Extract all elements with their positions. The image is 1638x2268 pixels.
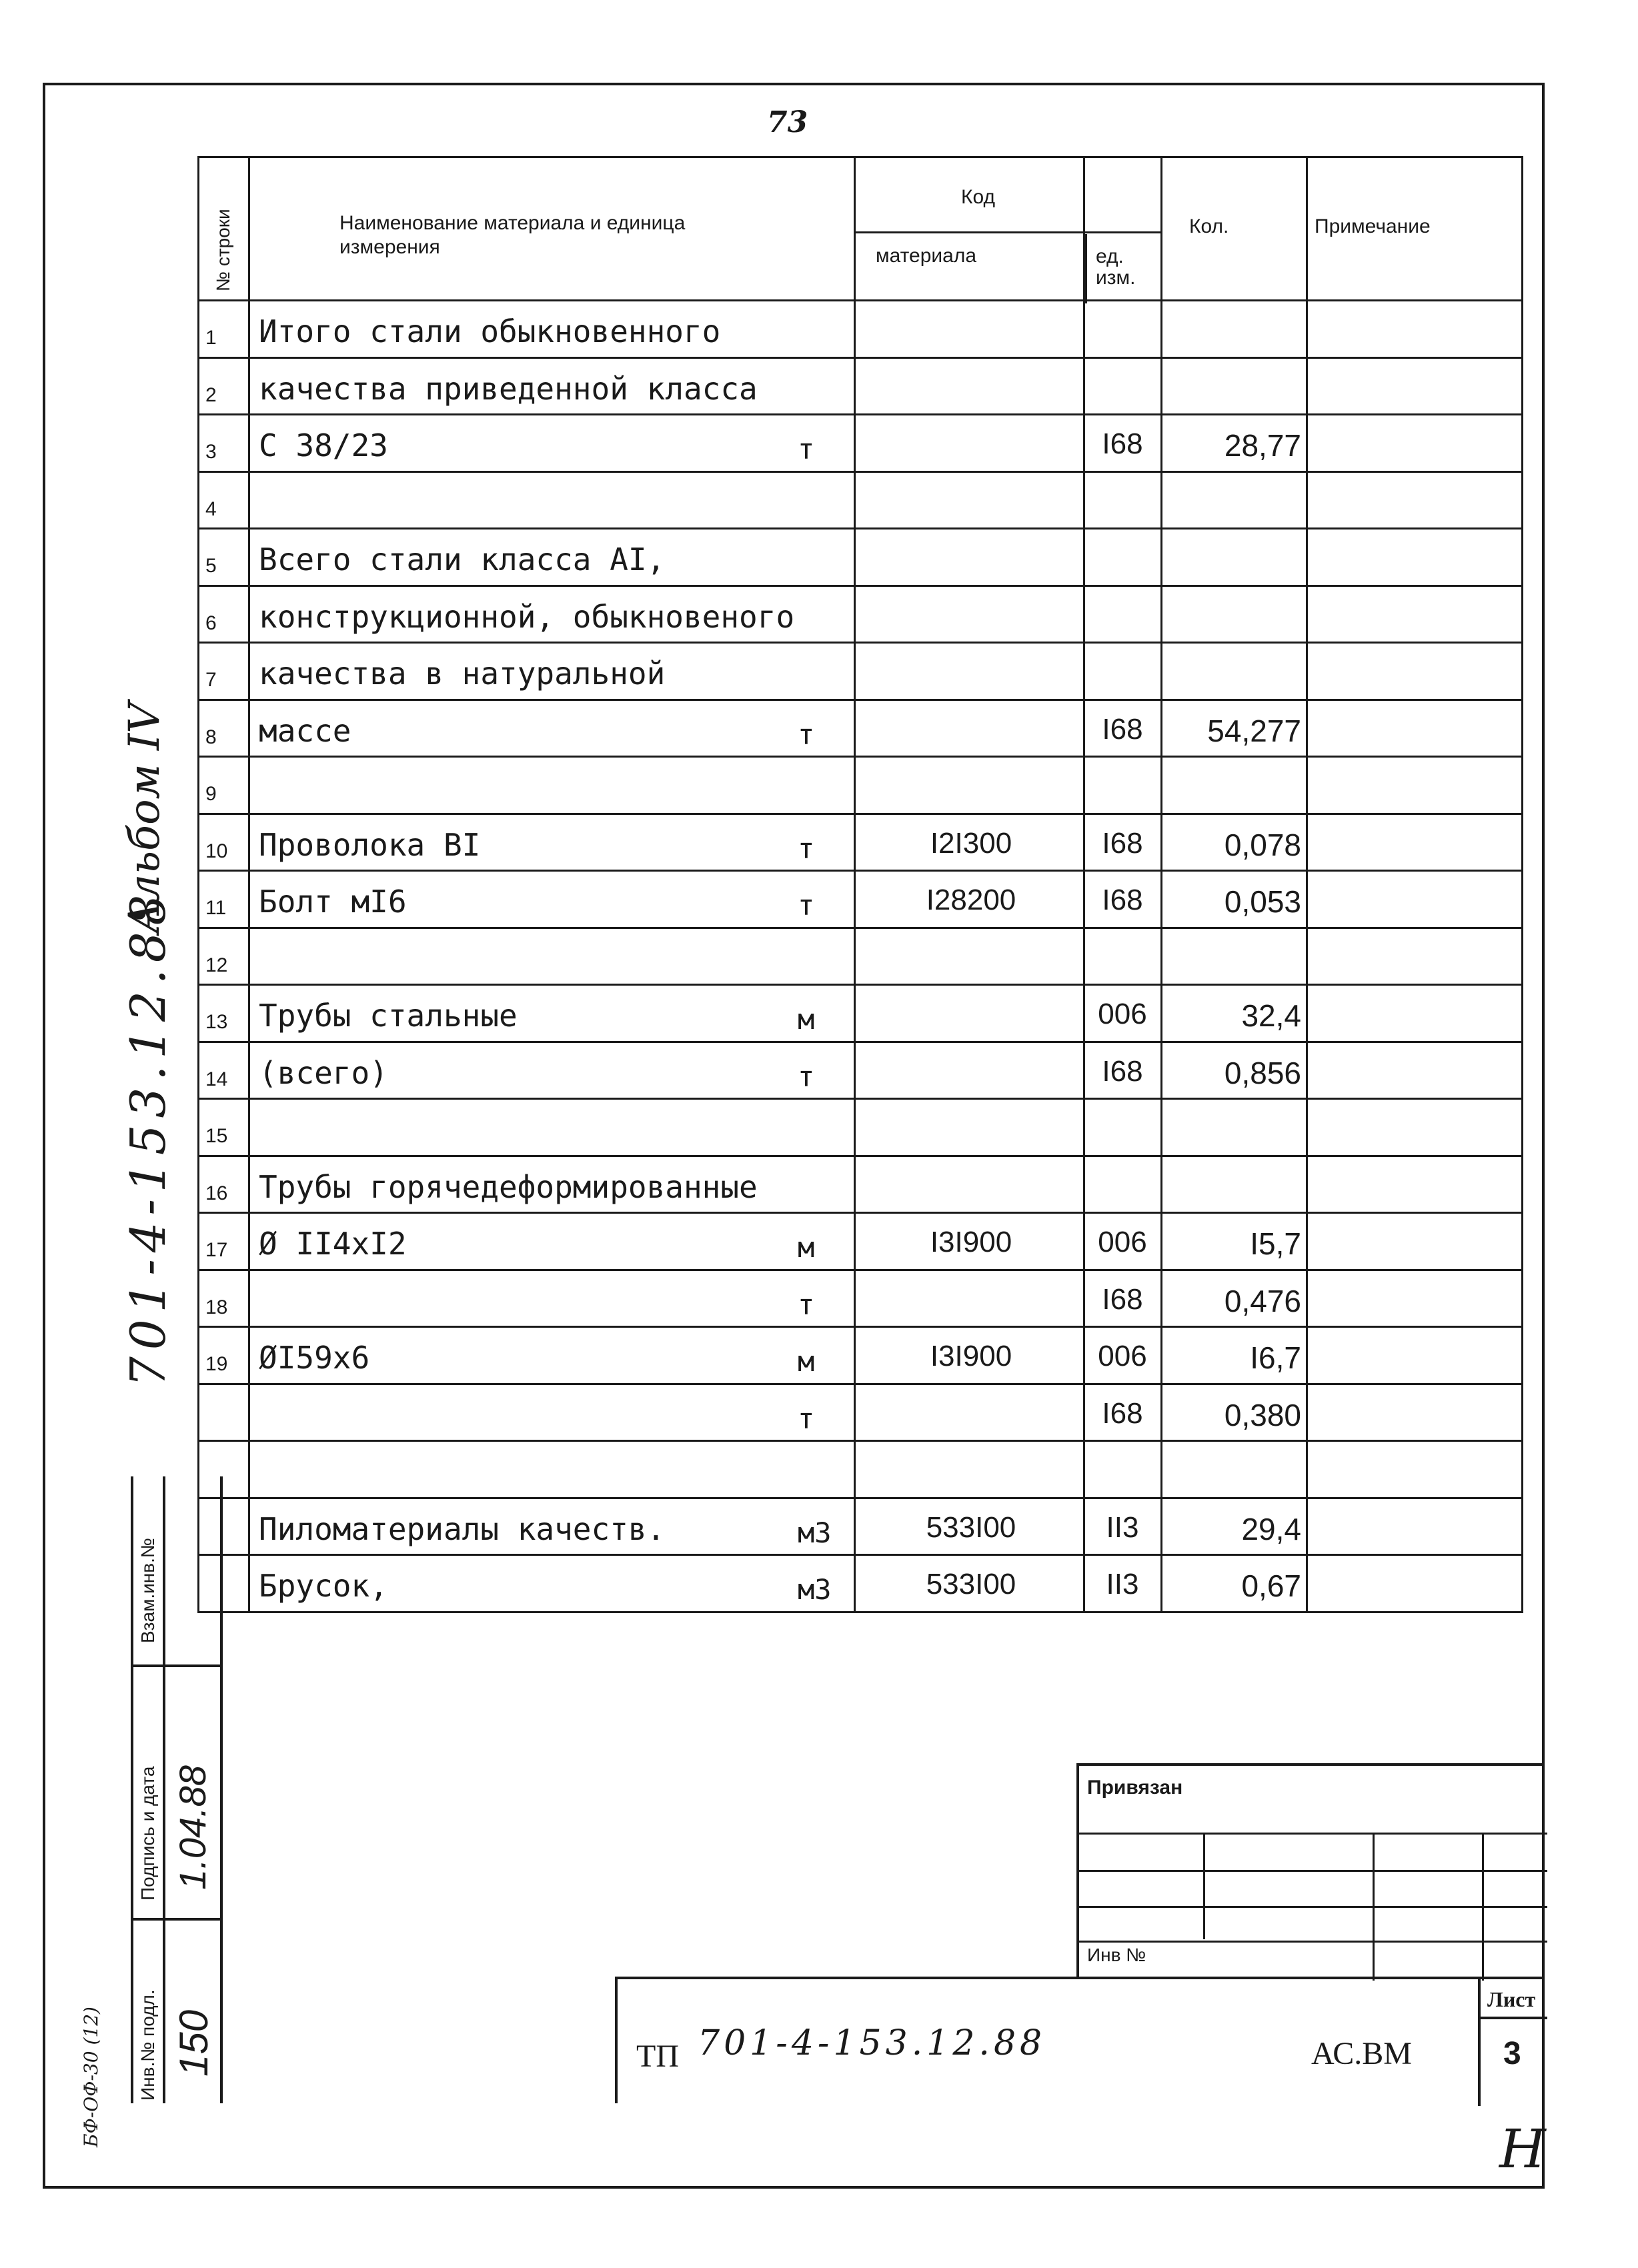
- row-number: 9: [205, 783, 217, 805]
- corner-mark: Н: [1499, 2118, 1546, 2180]
- row-material-code: 533I00: [926, 1510, 1016, 1544]
- row-qty: 0,67: [1241, 1568, 1301, 1603]
- table-row: [197, 929, 1523, 986]
- header-qty-cell: [1162, 158, 1308, 299]
- row-name: Проволока BI: [259, 826, 481, 863]
- row-qty: I6,7: [1250, 1340, 1301, 1375]
- title-mark: АС.ВМ: [1311, 2036, 1412, 2071]
- row-qty: I5,7: [1250, 1226, 1301, 1261]
- column-divider: [197, 156, 199, 1613]
- table-row: [197, 587, 1523, 644]
- row-divider: [197, 1611, 1523, 1613]
- table-row: [197, 815, 1523, 872]
- table-row: [197, 1043, 1523, 1100]
- page-number: 73: [767, 105, 808, 139]
- row-unit-code: 006: [1098, 1340, 1147, 1372]
- row-qty: 0,476: [1224, 1283, 1301, 1318]
- row-unit: т: [798, 1288, 815, 1321]
- row-qty: 32,4: [1241, 998, 1301, 1033]
- header-qty: Кол.: [1189, 215, 1229, 237]
- approval-stamp: [131, 1476, 223, 2103]
- row-unit-code: I68: [1102, 712, 1143, 746]
- row-unit-code: I68: [1102, 427, 1143, 460]
- row-number: 7: [205, 669, 217, 691]
- header-note-cell: [1308, 158, 1525, 299]
- table-row: [197, 359, 1523, 416]
- row-name: качества приведенной класса: [259, 370, 758, 407]
- row-name: С 38/23: [259, 427, 388, 463]
- row-number: 16: [205, 1182, 228, 1204]
- row-name: Трубы горячедеформированные: [259, 1168, 758, 1205]
- row-unit: т: [798, 433, 815, 465]
- row-unit: м3: [798, 1516, 832, 1549]
- row-qty: 28,77: [1224, 428, 1301, 463]
- row-number: 2: [205, 383, 217, 406]
- row-unit-code: 006: [1098, 1226, 1147, 1258]
- row-name: ØI59x6: [259, 1340, 370, 1376]
- row-unit: м3: [798, 1573, 832, 1606]
- margin-code: БФ-ОФ-30 (12): [80, 2007, 102, 2147]
- row-name: (всего): [259, 1054, 388, 1091]
- row-name: Всего стали класса AI,: [259, 541, 666, 578]
- row-unit-code: I68: [1102, 826, 1143, 860]
- table-row: [197, 1157, 1523, 1214]
- binding-vline-2: [1373, 1833, 1375, 1981]
- row-material-code: I2I300: [930, 826, 1012, 860]
- row-name: качества в натуральной: [259, 656, 666, 692]
- row-number: 8: [205, 726, 217, 748]
- binding-vline-1: [1203, 1833, 1205, 1939]
- table-row: [197, 415, 1523, 473]
- row-number: 18: [205, 1296, 228, 1318]
- stamp-inv-label: Инв.№ подл.: [137, 1989, 158, 2101]
- row-unit: т: [798, 718, 815, 751]
- table-row: [197, 644, 1523, 701]
- row-unit-code: II3: [1106, 1510, 1139, 1544]
- row-unit-code: II3: [1106, 1568, 1139, 1600]
- row-number: 14: [205, 1068, 228, 1090]
- stamp-sign-value: 1.04.88: [171, 1765, 213, 1890]
- row-name: Болт мI6: [259, 884, 407, 920]
- row-qty: 0,053: [1224, 884, 1301, 919]
- column-divider: [1160, 156, 1162, 1613]
- title-sheet-line: [1478, 2017, 1547, 2019]
- table-row: [197, 1100, 1523, 1157]
- stamp-replace-label: Взам.инв.№: [137, 1538, 158, 1643]
- row-material-code: 533I00: [926, 1568, 1016, 1600]
- row-name: Трубы стальные: [259, 998, 518, 1034]
- album-note: Альбом IV: [120, 702, 169, 934]
- binding-vline-3: [1482, 1833, 1484, 1981]
- row-number: 11: [205, 897, 227, 919]
- row-unit: т: [798, 1060, 815, 1093]
- header-code-cell: [856, 158, 1162, 299]
- header-material: материала: [876, 245, 977, 267]
- table-row: [197, 301, 1523, 359]
- binding-line-1: [1079, 1833, 1547, 1835]
- header-row-no: № строки: [213, 209, 233, 291]
- stamp-row-2: [133, 1918, 220, 1921]
- row-qty: 29,4: [1241, 1511, 1301, 1546]
- row-name: Итого стали обыкновенного: [259, 313, 721, 349]
- row-material-code: I3I900: [930, 1226, 1012, 1258]
- row-material-code: I28200: [926, 884, 1016, 916]
- row-name: Пиломатериалы качеств.: [259, 1510, 666, 1547]
- column-divider: [248, 156, 250, 1613]
- row-number: 15: [205, 1125, 228, 1147]
- header-code: Код: [961, 186, 996, 208]
- stamp-sign-label: Подпись и дата: [137, 1766, 158, 1901]
- row-name: массе: [259, 712, 351, 749]
- title-sheet-divider: [1478, 1979, 1481, 2106]
- table-row: [197, 758, 1523, 815]
- stamp-inv-value: 150: [171, 2009, 216, 2077]
- binding-line-4: [1079, 1941, 1547, 1943]
- row-unit-code: I68: [1102, 1282, 1143, 1316]
- table-row: [197, 872, 1523, 929]
- row-number: 4: [205, 497, 217, 520]
- table-row: [197, 986, 1523, 1043]
- binding-line-2: [1079, 1870, 1547, 1872]
- row-qty: 0,856: [1224, 1055, 1301, 1090]
- binding-title: Привязан: [1087, 1777, 1183, 1799]
- row-qty: 0,078: [1224, 827, 1301, 862]
- title-block: [615, 1977, 1545, 2103]
- table-row: [197, 1499, 1523, 1556]
- row-number: 3: [205, 441, 217, 463]
- table-row: [197, 473, 1523, 530]
- row-qty: 0,380: [1224, 1397, 1301, 1432]
- row-unit: т: [798, 889, 815, 922]
- row-unit: м: [798, 1345, 815, 1378]
- row-qty: 54,277: [1207, 713, 1301, 748]
- header-note: Примечание: [1315, 215, 1431, 237]
- row-number: 10: [205, 840, 228, 862]
- table-row: [197, 1385, 1523, 1442]
- row-unit-code: I68: [1102, 1054, 1143, 1088]
- row-unit-code: 006: [1098, 998, 1147, 1030]
- sheet-number: 3: [1503, 2036, 1521, 2071]
- header-name: Наименование материала и единица измерения: [339, 212, 686, 258]
- table-row: [197, 1214, 1523, 1271]
- header-name-cell: [250, 158, 856, 299]
- header-unit-divider: [1085, 234, 1087, 303]
- table-row: [197, 701, 1523, 758]
- table-row: [197, 1442, 1523, 1499]
- row-unit-code: I68: [1102, 884, 1143, 916]
- table-row: [197, 1271, 1523, 1328]
- row-number: 1: [205, 327, 217, 349]
- column-divider: [1306, 156, 1308, 1613]
- side-code: 701-4-153.12.88: [120, 888, 176, 1387]
- title-code: 701-4-153.12.88: [698, 2023, 1046, 2063]
- row-name: конструкционной, обыкновеного: [259, 598, 795, 635]
- row-number: 5: [205, 555, 217, 577]
- row-name: Брусок,: [259, 1568, 388, 1604]
- column-divider: [1083, 156, 1085, 1613]
- column-divider: [1521, 156, 1523, 1613]
- row-unit: т: [798, 1402, 815, 1435]
- table-header: [197, 156, 1523, 301]
- row-unit: т: [798, 832, 815, 865]
- row-name: Ø II4xI2: [259, 1226, 407, 1262]
- header-row-no-cell: [199, 158, 250, 299]
- binding-block: [1076, 1763, 1545, 1978]
- row-material-code: I3I900: [930, 1340, 1012, 1372]
- row-unit: м: [798, 1231, 815, 1264]
- column-divider: [854, 156, 856, 1613]
- row-number: 19: [205, 1353, 228, 1375]
- table-row: [197, 1328, 1523, 1385]
- row-unit: м: [798, 1003, 815, 1036]
- stamp-row-1: [133, 1664, 220, 1667]
- table-row: [197, 1556, 1523, 1613]
- stamp-divider: [163, 1476, 165, 2103]
- row-unit-code: I68: [1102, 1396, 1143, 1430]
- binding-line-3: [1079, 1906, 1547, 1908]
- binding-inv: Инв №: [1087, 1945, 1146, 1965]
- sheet-label: Лист: [1487, 1987, 1536, 2011]
- row-number: 17: [205, 1239, 228, 1261]
- row-number: 12: [205, 954, 228, 976]
- row-number: 13: [205, 1011, 228, 1033]
- title-prefix: ТП: [636, 2039, 679, 2074]
- header-code-divider: [856, 231, 1162, 233]
- table-row: [197, 529, 1523, 587]
- row-number: 6: [205, 612, 217, 634]
- header-unit: ед. изм.: [1096, 245, 1136, 289]
